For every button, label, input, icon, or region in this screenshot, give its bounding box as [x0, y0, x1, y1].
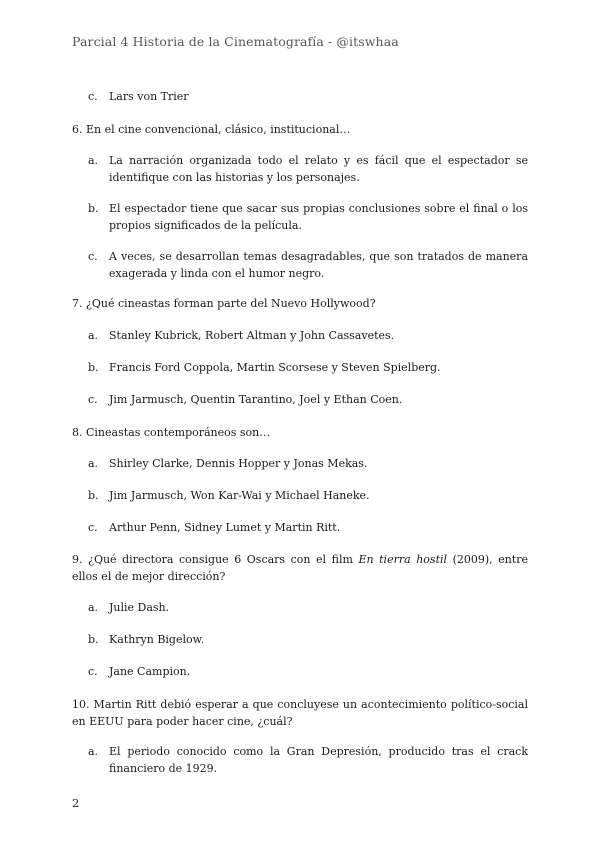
- option-marker: a.: [88, 601, 99, 614]
- q6-option-b: [88, 200, 528, 234]
- question-9: [72, 551, 528, 585]
- q8-option-c: [88, 519, 528, 536]
- q7-option-a: [88, 327, 528, 344]
- option-text: El periodo conocido como la Gran Depresión, producido tras el crack financiero de 1929.: [109, 745, 528, 775]
- q6-option-c: [88, 248, 528, 282]
- q6-option-a: [88, 152, 528, 186]
- q9-option-b: [88, 631, 528, 648]
- q7-option-b: [88, 359, 528, 376]
- option-marker: c.: [88, 250, 98, 263]
- question-9-text-after: (2009), entre ellos el de mejor dirección?: [72, 553, 528, 583]
- q10-option-a: [88, 743, 528, 777]
- option-marker: c.: [88, 665, 98, 678]
- option-text: Jane Campion.: [109, 665, 191, 678]
- option-marker: c.: [88, 521, 98, 534]
- option-text: Jim Jarmusch, Won Kar-Wai y Michael Haneke.: [109, 489, 370, 502]
- option-text: La narración organizada todo el relato y es fácil que el espectador se identifique con las historias y los personajes.: [109, 154, 528, 184]
- question-6: 6. En el cine convencional, clásico, institucional…: [72, 123, 351, 136]
- option-text: Julie Dash.: [109, 601, 170, 614]
- option-marker: a.: [88, 457, 99, 470]
- option-text: El espectador tiene que sacar sus propias conclusiones sobre el final o los propios significados de la película.: [109, 202, 528, 232]
- option-text: Shirley Clarke, Dennis Hopper y Jonas Mekas.: [109, 457, 368, 470]
- page-header: Parcial 4 Historia de la Cinematografía - @itswhaa: [72, 34, 399, 49]
- q7-option-c: [88, 391, 528, 408]
- option-text: Kathryn Bigelow.: [109, 633, 205, 646]
- option-marker: c.: [88, 90, 98, 103]
- question-7: 7. ¿Qué cineastas forman parte del Nuevo Hollywood?: [72, 297, 376, 310]
- option-marker: b.: [88, 202, 99, 215]
- option-marker: b.: [88, 361, 99, 374]
- option-text: A veces, se desarrollan temas desagradables, que son tratados de manera exagerada y linda con el humor negro.: [109, 250, 528, 280]
- option-marker: c.: [88, 393, 98, 406]
- option-text: Jim Jarmusch, Quentin Tarantino, Joel y Ethan Coen.: [109, 393, 403, 406]
- q5-option-c: [88, 88, 528, 105]
- option-marker: a.: [88, 154, 99, 167]
- question-8: 8. Cineastas contemporáneos son…: [72, 426, 271, 439]
- question-9-film-title: En tierra hostil: [358, 553, 448, 566]
- q8-option-a: [88, 455, 528, 472]
- option-marker: b.: [88, 489, 99, 502]
- option-text: Lars von Trier: [109, 90, 189, 103]
- option-marker: a.: [88, 329, 99, 342]
- q9-option-a: [88, 599, 528, 616]
- option-marker: b.: [88, 633, 99, 646]
- option-text: Arthur Penn, Sidney Lumet y Martin Ritt.: [109, 521, 341, 534]
- option-text: Stanley Kubrick, Robert Altman y John Cassavetes.: [109, 329, 395, 342]
- option-marker: a.: [88, 745, 99, 758]
- page-number: 2: [72, 796, 80, 810]
- q8-option-b: [88, 487, 528, 504]
- question-9-text-before: 9. ¿Qué directora consigue 6 Oscars con el film: [72, 553, 359, 566]
- question-10: 10. Martin Ritt debió esperar a que concluyese un acontecimiento político-social en EEUU para poder hacer cine, ¿cuál?: [72, 698, 528, 728]
- q9-option-c: [88, 663, 528, 680]
- option-text: Francis Ford Coppola, Martin Scorsese y Steven Spielberg.: [109, 361, 441, 374]
